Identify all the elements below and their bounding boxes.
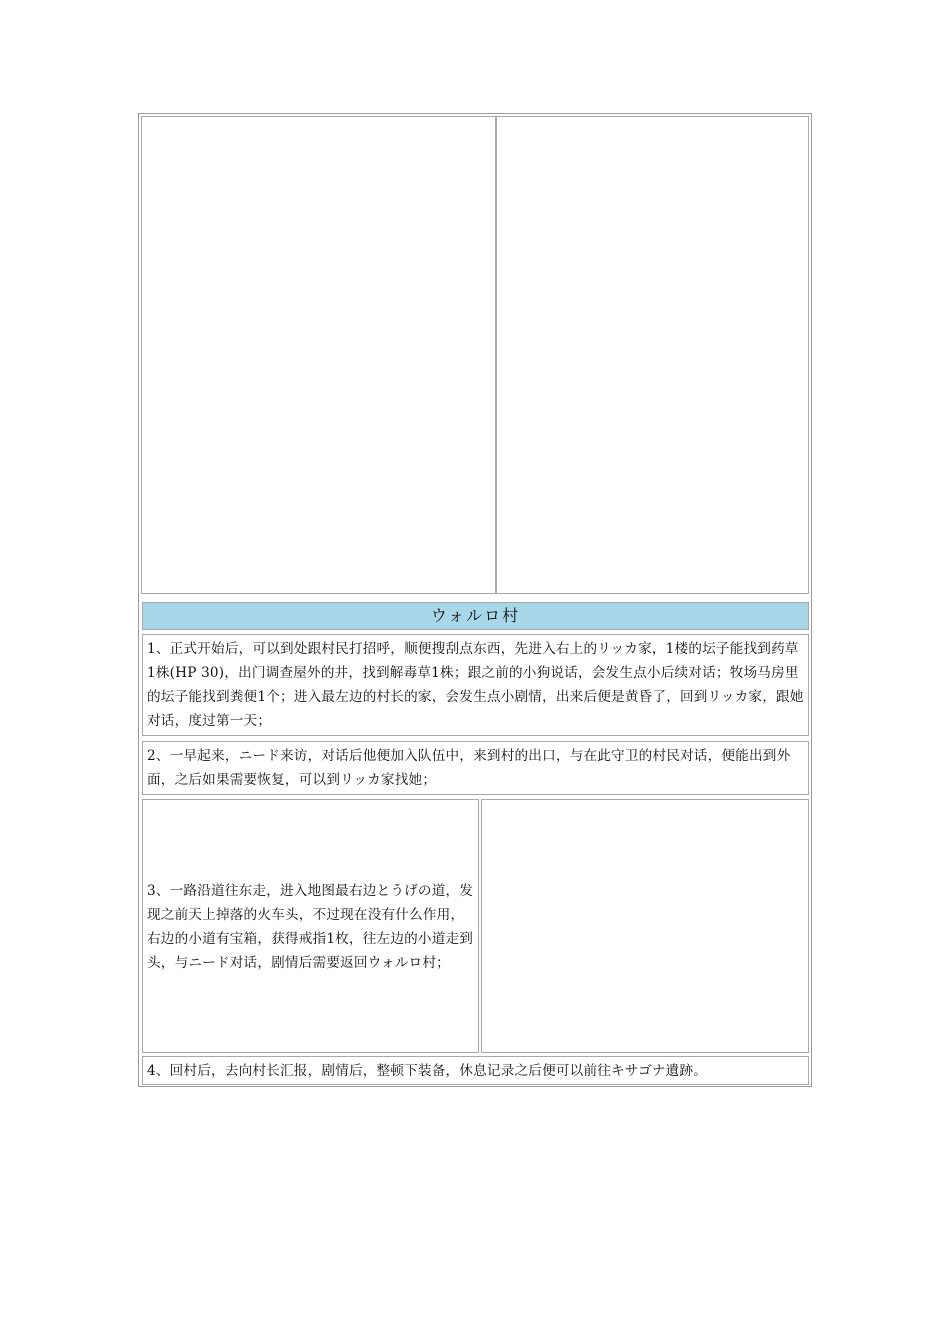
screenshot-step3-placeholder bbox=[481, 799, 809, 1053]
section-title: ウォルロ村 bbox=[142, 602, 809, 630]
step-4-text: 4、回村后，去向村长汇报，剧情后，整顿下装备，休息记录之后便可以前往キサゴナ遺跡。 bbox=[142, 1056, 809, 1085]
step-3-text: 3、一路沿道往东走，进入地图最右边とうげの道，发现之前天上掉落的火车头，不过现在没有什么作用，右边的小道有宝箱，获得戒指1枚，往左边的小道走到头，与ニード对话，剧情后需要返回ウォルロ村； bbox=[147, 883, 474, 971]
screenshot-left-placeholder bbox=[141, 116, 496, 594]
step-3-cell bbox=[142, 799, 479, 1053]
step-2-text: 2、一早起来，ニード来访，对话后他便加入队伍中，来到村的出口，与在此守卫的村民对话，便能出到外面，之后如果需要恢复，可以到リッカ家找她； bbox=[142, 741, 809, 795]
screenshot-right-placeholder bbox=[496, 116, 809, 594]
guide-table bbox=[138, 113, 812, 1087]
step-1-text: 1、正式开始后，可以到处跟村民打招呼，顺便搜刮点东西，先进入右上的リッカ家，1楼的坛子能找到药草1株(HP 30)，出门调查屋外的井，找到解毒草1株；跟之前的小狗说话，会发生点小后续对话；牧场马房里的坛子能找到粪便1个；进入最左边的村长的家，会发生点小剧情，出来后便是黄昏了，回到リッカ家，跟她对话，度过第一天； bbox=[142, 634, 809, 736]
